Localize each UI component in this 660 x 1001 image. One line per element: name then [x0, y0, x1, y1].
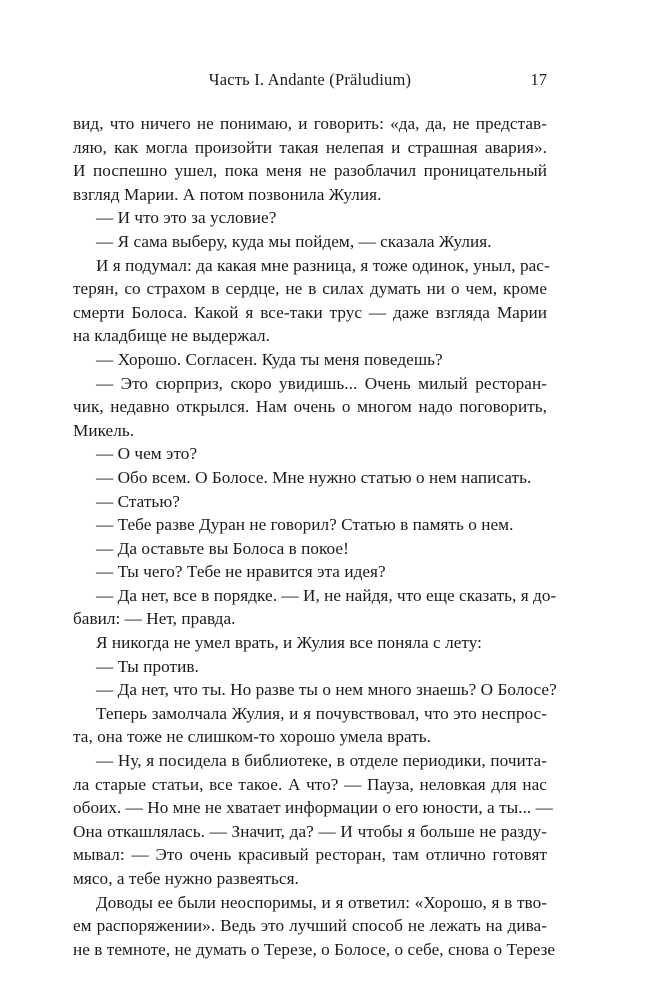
text-line: Микель. — [73, 420, 135, 440]
text-line: та, она тоже не слишком-то хорошо умела врать. — [73, 727, 432, 747]
text-line: — Ну, я посидела в библиотеке, в отделе периодики, почита- — [96, 751, 547, 771]
text-line: на кладбище не выдержал. — [73, 326, 271, 346]
text-line: И я подумал: да какая мне разница, я тоже одинок, уныл, рас- — [96, 255, 550, 275]
text-line: чик, недавно открылся. Нам очень о многом надо поговорить, — [73, 397, 547, 417]
running-title: Часть I. Andante (Präludium) — [208, 70, 412, 89]
text-line: ем распоряжении». Ведь это лучший способ не лежать на дива- — [73, 916, 547, 936]
text-line: мывал: — Это очень красивый ресторан, там отлично готовят — [73, 845, 547, 865]
text-line: ляю, как могла произойти такая нелепая и страшная авария». — [73, 137, 547, 157]
text-line: терян, со страхом в сердце, не в силах думать ни о чем, кроме — [73, 279, 547, 299]
text-line: — О чем это? — [96, 444, 198, 464]
text-line: Она откашлялась. — Значит, да? — И чтобы я больше не разду- — [73, 821, 547, 841]
text-line: ла старые статьи, все такое. А что? — Пауза, неловкая для нас — [73, 774, 547, 794]
text-line: — Да оставьте вы Болоса в покое! — [96, 538, 349, 558]
text-line: — Ты против. — [96, 656, 199, 676]
text-line: — Ты чего? Тебе не нравится эта идея? — [96, 562, 386, 582]
text-line: И поспешно ушел, пока меня не разоблачил проницательный — [73, 161, 547, 181]
text-line: мясо, а тебе нужно развеяться. — [73, 869, 299, 888]
text-line: взгляд Марии. А потом позвонила Жулия. — [73, 184, 382, 204]
text-line: обоих. — Но мне не хватает информации о его юности, а ты... — — [73, 798, 553, 818]
text-line: — Тебе разве Дуран не говорил? Статью в память о нем. — [96, 515, 514, 535]
text-line: Доводы ее были неоспоримы, и я ответил: «Хорошо, я в тво- — [96, 892, 547, 912]
text-line: вид, что ничего не понимаю, и говорить: «да, да, не представ- — [73, 114, 547, 133]
body-text — [73, 112, 557, 961]
text-line: смерти Болоса. Какой я все-таки трус — даже взгляда Марии — [73, 302, 547, 322]
text-line: — Хорошо. Согласен. Куда ты меня поведешь? — [96, 349, 443, 369]
text-line: бавил: — Нет, правда. — [73, 609, 236, 629]
text-line: — Это сюрприз, скоро увидишь... Очень милый ресторан- — [96, 373, 547, 393]
text-line: — Да нет, что ты. Но разве ты о нем много знаешь? О Болосе? — [96, 680, 557, 700]
text-line: — И что это за условие? — [96, 208, 277, 228]
text-line: не в темноте, не думать о Терезе, о Болосе, о себе, снова о Терезе — [73, 939, 556, 959]
text-line: — Да нет, все в порядке. — И, не найдя, что еще сказать, я до- — [96, 585, 557, 605]
text-line: — Я сама выберу, куда мы пойдем, — сказала Жулия. — [96, 231, 492, 251]
running-header — [73, 68, 547, 92]
text-line: — Статью? — [96, 491, 180, 511]
text-line: Теперь замолчала Жулия, и я почувствовал, что это неспрос- — [96, 703, 547, 723]
text-line: — Обо всем. О Болосе. Мне нужно статью о нем написать. — [96, 467, 532, 487]
text-line: Я никогда не умел врать, и Жулия все поняла с лету: — [96, 633, 482, 653]
page-number: 17 — [530, 70, 547, 89]
